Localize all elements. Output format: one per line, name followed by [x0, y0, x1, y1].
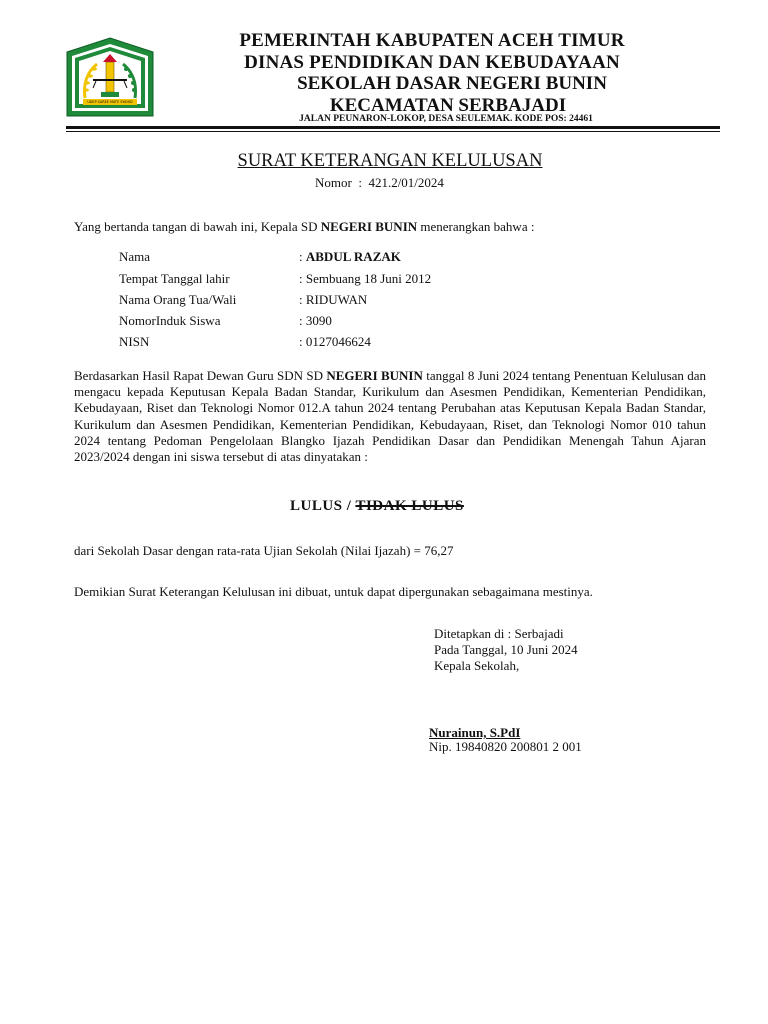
intro-text-after: menerangkan bahwa :: [417, 219, 535, 234]
student-label-parent: Nama Orang Tua/Wali: [119, 292, 237, 307]
header-line-district: KECAMATAN SERBAJADI: [329, 95, 567, 116]
header-address: JALAN PEUNARON-LOKOP, DESA SEULEMAK. KODE POS: 24461: [299, 114, 593, 124]
student-value-nisn: : 0127046624: [299, 334, 371, 349]
decision-school-name: NEGERI BUNIN: [326, 368, 423, 383]
graduation-result: [290, 498, 464, 515]
decision-text-before: Berdasarkan Hasil Rapat Dewan Guru SDN SD: [74, 368, 327, 383]
header-line-agency: DINAS PENDIDIKAN DAN KEBUDAYAAN: [244, 52, 620, 73]
decision-text-after: tanggal 8 Juni 2024 tentang Penentuan Kelulusan dan mengacu kepada Keputusan Kepala Badan Standar, Kurikulum dan Asesmen Pendidikan, Kementerian Pendidikan, Kebudayaan, Riset dan Teknologi Nomor 012.A tahun 2024 tentang Perubahan atas Keputusan Kepala Badan Standar, Kurikulum dan Asesmen Pendidikan, Kementerian Pendidikan, Kebudayaan, Riset, dan Teknologi Nomor 010 tahun 2024 tentang Pedoman Pengelolaan Blangko Ijazah Pendidikan Dasar dan Pendidikan Menengah Tahun Ajaran 2023/2024 dengan ini siswa tersebut di atas dinyatakan :: [74, 368, 707, 465]
student-label-nisn: NISN: [119, 334, 150, 349]
decision-paragraph: [74, 368, 706, 465]
letterhead-rule-thin: [66, 131, 720, 132]
result-lulus: LULUS: [290, 498, 343, 514]
signature-date: Pada Tanggal, 10 Juni 2024: [434, 642, 578, 658]
letterhead-rule-thick: [66, 126, 720, 129]
closing-statement: Demikian Surat Keterangan Kelulusan ini dibuat, untuk dapat dipergunakan sebagaimana mestinya.: [74, 584, 593, 599]
intro-text-before: Yang bertanda tangan di bawah ini, Kepala SD: [74, 219, 321, 234]
intro-paragraph: [74, 219, 714, 235]
signatory-name: Nurainun, S.PdI: [429, 725, 521, 740]
header-line-government: PEMERINTAH KABUPATEN ACEH TIMUR: [239, 30, 625, 51]
student-value-nis: : 3090: [299, 313, 332, 328]
student-label-nis: NomorInduk Siswa: [119, 313, 221, 328]
student-value-name: : ABDUL RAZAK: [299, 249, 401, 264]
header-line-school: SEKOLAH DASAR NEGERI BUNIN: [297, 73, 607, 94]
signature-role: Kepala Sekolah,: [434, 658, 520, 674]
signatory-nip: Nip. 19840820 200801 2 001: [429, 739, 582, 754]
student-label-name: Nama: [119, 249, 151, 264]
exam-score-line: dari Sekolah Dasar dengan rata-rata Ujian Sekolah (Nilai Ijazah) = 76,27: [74, 543, 454, 558]
result-separator: /: [342, 498, 356, 514]
signature-block: [434, 626, 578, 675]
document-title: SURAT KETERANGAN KELULUSAN: [237, 151, 543, 171]
student-label-birth: Tempat Tanggal lahir: [119, 271, 230, 286]
logo-motto: UDEP SAREE MATE SYAHID: [87, 100, 133, 104]
student-value-parent: : RIDUWAN: [299, 292, 368, 307]
student-value-birth: : Sembuang 18 Juni 2012: [299, 271, 432, 286]
signature-place: Ditetapkan di : Serbajadi: [434, 626, 564, 641]
intro-school-name: NEGERI BUNIN: [320, 219, 418, 234]
result-tidak-lulus: TIDAK LULUS: [355, 498, 464, 514]
document-number: Nomor : 421.2/01/2024: [315, 175, 444, 190]
student-name: ABDUL RAZAK: [305, 249, 401, 264]
